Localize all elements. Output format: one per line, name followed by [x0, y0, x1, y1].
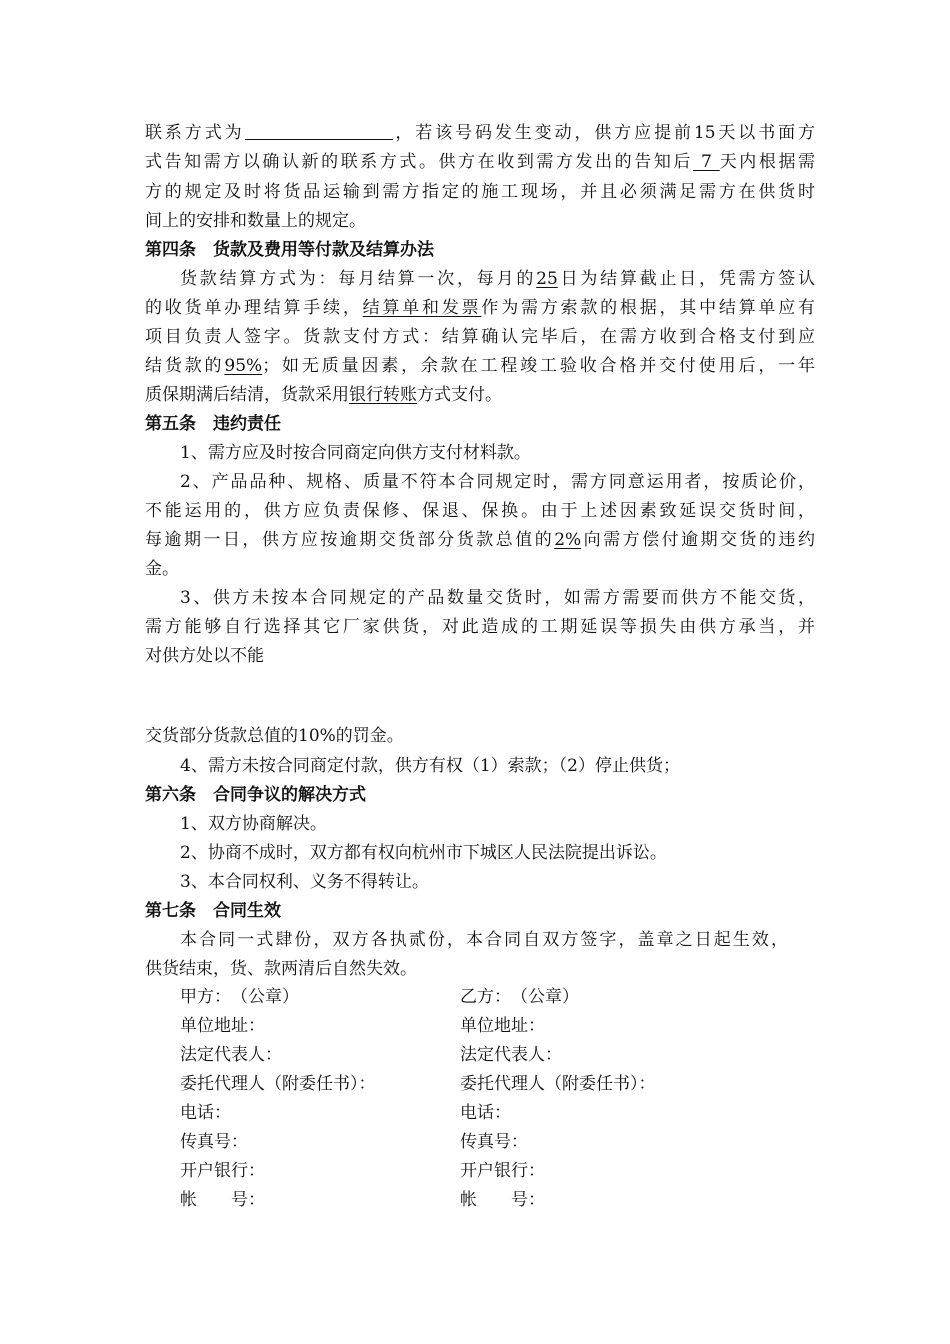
- party-a-address: 单位地址：: [180, 1016, 265, 1036]
- article-4-line-1: 货款结算方式为：每月结算一次，每月的25日为结算截止日，凭需方签认: [180, 269, 816, 289]
- para-contact-line-4: 间上的安排和数量上的规定。: [145, 211, 366, 231]
- party-a-bank: 开户银行：: [180, 1161, 265, 1181]
- article-5-clause-3-line-1: 3、供方未按本合同规定的产品数量交货时，如需方需要而供方不能交货，: [180, 588, 815, 608]
- penalty-percent: 2%: [554, 530, 582, 550]
- article-4-line-3: 项目负责人签字。货款支付方式：结算确认完毕后，在需方收到合格支付到应: [145, 327, 815, 347]
- party-b-account: 帐 号：: [460, 1190, 545, 1210]
- party-b-bank: 开户银行：: [460, 1161, 545, 1181]
- article-4-line-2: 的收货单办理结算手续，结算单和发票作为需方索款的根据，其中结算单应有: [145, 298, 816, 318]
- party-a-fax: 传真号：: [180, 1132, 248, 1152]
- article-5-clause-3-line-2: 需方能够自行选择其它厂家供货，对此造成的工期延误等损失由供方承当，并: [145, 617, 815, 637]
- article-7-line-2: 供货结束，货、款两清后自然失效。: [145, 959, 417, 979]
- para-contact-line-2: 式告知需方以确认新的联系方式。供方在收到需方发出的告知后 7 天内根据需: [145, 152, 816, 172]
- article-6-title: 第六条 合同争议的解决方式: [145, 785, 366, 805]
- party-a-account: 帐 号：: [180, 1190, 265, 1210]
- article-7-title: 第七条 合同生效: [145, 901, 281, 921]
- article-4-line-4: 结货款的95%；如无质量因素，余款在工程竣工验收合格并交付使用后，一年: [145, 356, 816, 376]
- party-b-fax: 传真号：: [460, 1132, 528, 1152]
- article-7-line-1: 本合同一式肆份，双方各执贰份，本合同自双方签字，盖章之日起生效，: [180, 930, 788, 950]
- article-5-clause-2-line-2: 不能运用的，供方应负责保修、保退、保换。由于上述因素致延误交货时间，: [145, 501, 815, 521]
- para-contact-line-3: 方的规定及时将货品运输到需方指定的施工现场，并且必须满足需方在供货时: [145, 182, 815, 202]
- article-5-clause-2-line-4: 金。: [145, 559, 179, 579]
- party-b-address: 单位地址：: [460, 1016, 545, 1036]
- settlement-day: 25: [536, 269, 558, 289]
- notice-days: 7: [692, 152, 720, 172]
- article-4-line-5: 质保期满后结清，货款采用银行转账方式支付。: [145, 385, 502, 405]
- party-a-legal-rep: 法定代表人：: [180, 1045, 282, 1065]
- party-a-phone: 电话：: [180, 1103, 231, 1123]
- settlement-docs: 结算单和发票: [362, 298, 482, 318]
- article-4-title: 第四条 货款及费用等付款及结算办法: [145, 240, 434, 260]
- party-b-phone: 电话：: [460, 1103, 511, 1123]
- payment-method: 银行转账: [349, 385, 417, 405]
- article-5-clause-2-line-3: 每逾期一日，供方应按逾期交货部分货款总值的2%向需方偿付逾期交货的违约: [145, 530, 816, 550]
- contact-blank: [245, 121, 393, 140]
- article-5-clause-2-line-1: 2、产品品种、规格、质量不符本合同规定时，需方同意运用者，按质论价，: [180, 472, 815, 492]
- party-b-agent: 委托代理人（附委任书）：: [460, 1074, 656, 1094]
- article-5-clause-1: 1、需方应及时按合同商定向供方支付材料款。: [180, 443, 531, 463]
- article-5-clause-3-line-3: 对供方处以不能: [145, 646, 264, 666]
- party-a-seal: 甲方： （公章）: [180, 987, 299, 1007]
- party-b-legal-rep: 法定代表人：: [460, 1045, 562, 1065]
- payment-percent: 95%: [224, 356, 263, 376]
- article-5-clause-4: 4、需方未按合同商定付款，供方有权（1）索款；（2）停止供货；: [180, 756, 680, 776]
- article-6-clause-3: 3、本合同权利、义务不得转让。: [180, 872, 429, 892]
- party-a-agent: 委托代理人（附委任书）：: [180, 1074, 376, 1094]
- article-6-clause-2: 2、协商不成时，双方都有权向杭州市下城区人民法院提出诉讼。: [180, 843, 667, 863]
- para-contact-line-1: 联系方式为 ，若该号码发生变动，供方应提前15天以书面方: [145, 123, 815, 143]
- party-b-seal: 乙方： （公章）: [460, 987, 579, 1007]
- article-5-title: 第五条 违约责任: [145, 414, 281, 434]
- article-6-clause-1: 1、双方协商解决。: [180, 814, 327, 834]
- article-5-clause-3-line-4: 交货部分货款总值的10%的罚金。: [145, 726, 404, 746]
